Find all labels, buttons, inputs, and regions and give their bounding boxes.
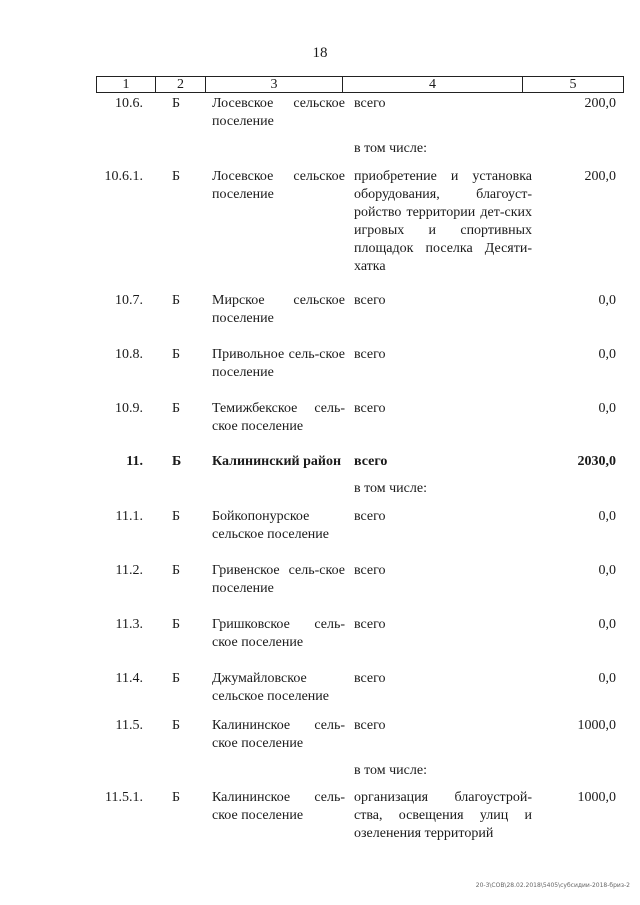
row-amount: 0,0 <box>598 509 616 524</box>
row-category: Б <box>172 563 181 578</box>
header-col-1: 1 <box>97 77 156 92</box>
row-amount: 1000,0 <box>577 718 616 733</box>
page-number: 18 <box>312 45 328 61</box>
row-settlement-name: Джумайловское сельское поселение <box>212 671 329 704</box>
row-description: всего <box>354 401 386 416</box>
row-description: всего <box>354 617 386 632</box>
row-amount: 0,0 <box>598 293 616 308</box>
row-category: Б <box>172 347 181 362</box>
row-settlement-name: Темижбекское сель-ское поселение <box>212 401 345 434</box>
row-amount: 0,0 <box>598 671 616 686</box>
row-number: 10.9. <box>115 401 143 416</box>
row-number: 11.5.1. <box>105 790 143 805</box>
row-number: 10.8. <box>115 347 143 362</box>
row-amount: 200,0 <box>584 96 616 111</box>
table-header-row <box>96 76 624 93</box>
row-settlement-name: Калининское сель-ское поселение <box>212 790 345 823</box>
row-category: Б <box>172 293 181 308</box>
header-col-2: 2 <box>156 77 206 92</box>
row-description: приобретение и установка оборудования, благоуст-ройство территории дет-ских игровых и спортивных площадок поселка Десяти-хатка <box>354 169 532 274</box>
row-description: всего <box>354 347 386 362</box>
row-number: 10.7. <box>115 293 143 308</box>
row-category: Б <box>172 509 181 524</box>
row-description: всего <box>354 293 386 308</box>
header-col-5: 5 <box>569 77 577 92</box>
row-description: всего <box>354 563 386 578</box>
row-description: всего <box>354 454 388 469</box>
row-description: всего <box>354 509 386 524</box>
header-col-3: 3 <box>206 77 343 92</box>
row-description: всего <box>354 718 386 733</box>
row-settlement-name: Бойкопонурское сельское поселение <box>212 509 329 542</box>
row-amount: 2030,0 <box>577 454 616 469</box>
row-settlement-name: Калининский район <box>212 454 342 469</box>
row-category: Б <box>172 617 181 632</box>
row-amount: 0,0 <box>598 563 616 578</box>
row-settlement-name: Мирское сельское поселение <box>212 293 345 326</box>
row-category: Б <box>172 96 181 111</box>
row-number: 11. <box>126 454 143 469</box>
row-amount: 0,0 <box>598 401 616 416</box>
row-number: 11.4. <box>115 671 143 686</box>
row-amount: 0,0 <box>598 617 616 632</box>
row-settlement-name: Лосевское сельское поселение <box>212 169 345 202</box>
row-description: организация благоустрой-ства, освещения улиц и озеленения территорий <box>354 790 532 841</box>
header-col-4: 4 <box>343 77 523 92</box>
row-number: 11.5. <box>115 718 143 733</box>
row-amount: 0,0 <box>598 347 616 362</box>
row-category: Б <box>172 671 181 686</box>
row-amount: 1000,0 <box>577 790 616 805</box>
row-category: Б <box>172 718 181 733</box>
row-settlement-name: Гривенское сель-ское поселение <box>212 563 345 596</box>
row-number: 11.3. <box>115 617 143 632</box>
row-category: Б <box>172 790 181 805</box>
row-settlement-name: Привольное сель-ское поселение <box>212 347 345 380</box>
row-settlement-name: Гришковское сель-ское поселение <box>212 617 345 650</box>
row-amount: 200,0 <box>584 169 616 184</box>
footer-file-path: 20-3\СОВ\28.02.2018\5405\субсидии-2018-бриз-2 <box>475 882 630 889</box>
row-settlement-name: Лосевское сельское поселение <box>212 96 345 129</box>
row-category: Б <box>172 454 182 469</box>
subtotal-note: в том числе: <box>354 763 427 778</box>
row-category: Б <box>172 169 181 184</box>
row-description: всего <box>354 96 386 111</box>
row-category: Б <box>172 401 181 416</box>
row-settlement-name: Калининское сель-ское поселение <box>212 718 345 751</box>
subtotal-note: в том числе: <box>354 141 427 156</box>
row-number: 10.6. <box>115 96 143 111</box>
row-number: 11.2. <box>115 563 143 578</box>
row-number: 11.1. <box>115 509 143 524</box>
row-description: всего <box>354 671 386 686</box>
row-number: 10.6.1. <box>104 169 143 184</box>
subtotal-note: в том числе: <box>354 481 427 496</box>
